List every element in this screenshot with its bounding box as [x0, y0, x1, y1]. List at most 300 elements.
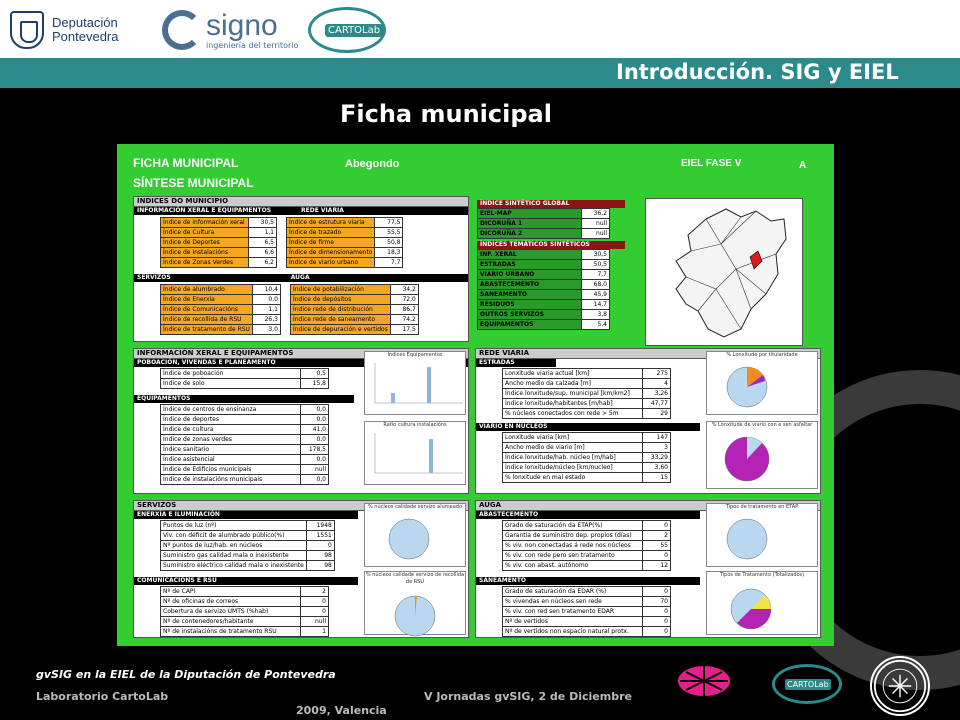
index-value: 86,7: [390, 305, 418, 315]
pie4-title: % núcleos calidade servizo de recollida de RSU: [365, 572, 465, 585]
row-value: 0: [643, 551, 671, 561]
table-row: [503, 409, 671, 419]
row-value: 1551: [306, 531, 334, 541]
row-label: Ancho medio de viario [m]: [503, 443, 643, 453]
table-row: [503, 399, 671, 409]
index-value: 77,5: [375, 218, 403, 228]
row-label: DICORUÑA 1: [478, 219, 582, 229]
row-label: Nº de contenedores/habitante: [161, 617, 301, 627]
table-row: [161, 607, 329, 617]
row-label: Índice lonxitude/núcleo [km/nucleo]: [503, 463, 643, 473]
index-label: Índice de Comunicacións: [161, 305, 253, 315]
table-row: [503, 627, 671, 637]
ring-icon: [308, 7, 386, 53]
table-row: [503, 617, 671, 627]
table-row: [478, 260, 610, 270]
row-value: 15: [643, 473, 671, 483]
spacer: [280, 305, 290, 315]
index-value: 55,5: [375, 228, 403, 238]
index-label: Índice de alumbrado: [161, 285, 253, 295]
row-value: 12: [643, 561, 671, 571]
equipamentos-chart: [364, 351, 466, 415]
spacer: [277, 258, 287, 268]
info-title: INFORMACIÓN XERAL E EQUIPAMENTOS: [134, 349, 468, 359]
row-label: % núcleos conectados con rede > 5m: [503, 409, 643, 419]
cartolab-footer-label: CARTOLab: [787, 680, 829, 689]
row-value: 0,0: [301, 435, 329, 445]
table-row: [161, 369, 329, 379]
index-label: Índice de Cultura: [161, 228, 249, 238]
table-row: [503, 473, 671, 483]
spacer: [277, 228, 287, 238]
footer-event: V Jornadas gvSIG, 2 de Diciembre: [424, 690, 632, 703]
table-row: [478, 320, 610, 330]
table-row: [478, 219, 610, 229]
global-table: [477, 208, 610, 239]
index-label: Índice de trazado: [287, 228, 375, 238]
row-label: Suministro gas calidad mala o inexistente: [161, 551, 307, 561]
index-value: 1,1: [252, 305, 280, 315]
etap-pie: [706, 503, 818, 567]
row-label: Índice de instalacións municipais: [161, 475, 301, 485]
index-label: Índice de depósitos: [290, 295, 390, 305]
row-value: 0: [643, 627, 671, 637]
block1-header: [134, 207, 468, 215]
university-seal-icon: [870, 656, 930, 716]
table-row: [478, 280, 610, 290]
table-row: [478, 250, 610, 260]
pie5-title: Tipos de tratamento en ETAP: [725, 504, 799, 510]
table-row: [478, 209, 610, 219]
auga-title: AUGA: [476, 501, 820, 511]
index-label: Índice de potabilización: [290, 285, 390, 295]
row-value: 45,9: [582, 290, 610, 300]
bar-chart-icon: [365, 429, 465, 483]
row-value: 14,7: [582, 300, 610, 310]
row-value: 0,0: [301, 455, 329, 465]
index-label: Índice de Instalacións: [161, 248, 249, 258]
servizos-title: SERVIZOS: [134, 501, 468, 511]
block2-header: [134, 274, 468, 282]
row-value: 3,60: [643, 463, 671, 473]
row-label: EIEL-MAP: [478, 209, 582, 219]
table-row: [503, 551, 671, 561]
province-map: [645, 198, 803, 346]
footer-lab: Laboratorio CartoLab: [36, 690, 169, 703]
index-value: 7,7: [375, 258, 403, 268]
signo-name: signo: [206, 8, 278, 42]
row-value: 55: [643, 541, 671, 551]
diputacion-line2: Pontevedra: [52, 29, 119, 44]
index-label: Índice rede de saneamento: [290, 315, 390, 325]
row-label: Índice de deportes: [161, 415, 301, 425]
ab-title: ABASTECEMENTO: [476, 511, 700, 519]
row-label: ESTRADAS: [478, 260, 582, 270]
index-value: 50,8: [375, 238, 403, 248]
titularidade-pie: [706, 351, 818, 415]
table-row: [161, 379, 329, 389]
pie-chart-icon: [707, 359, 817, 415]
signo-logo: [162, 6, 298, 54]
indices-panel: [133, 196, 469, 342]
table-row: [161, 551, 335, 561]
row-value: 2: [643, 531, 671, 541]
row-value: 29: [643, 409, 671, 419]
en-table: [160, 520, 335, 571]
row-value: 3,8: [582, 310, 610, 320]
index-value: 34,2: [390, 285, 418, 295]
rsu-pie: [364, 571, 466, 635]
index-value: 74,2: [390, 315, 418, 325]
index-value: 17,5: [390, 325, 418, 335]
row-label: Índice sanitario: [161, 445, 301, 455]
viaria-title: REDE VIARIA: [476, 349, 820, 359]
index-label: Índice de Enerxía: [161, 295, 253, 305]
table-row: [161, 455, 329, 465]
row-value: 1948: [306, 521, 334, 531]
table-row: [503, 587, 671, 597]
table-row: [161, 465, 329, 475]
slide-title: Introducción. SIG y EIEL: [616, 60, 899, 84]
table-row: [161, 597, 329, 607]
ficha-subtitle: SÍNTESE MUNICIPAL: [133, 176, 254, 190]
row-label: Ancho medio da calzada [m]: [503, 379, 643, 389]
index-value: 18,3: [375, 248, 403, 258]
row-value: 0: [301, 607, 329, 617]
row-label: VIARIO URBANO: [478, 270, 582, 280]
header-band: [0, 0, 960, 58]
row-label: Índice lonxitude/hab. núcleo [m/hab]: [503, 453, 643, 463]
table-row: [503, 607, 671, 617]
index-value: 72,0: [390, 295, 418, 305]
row-label: Nº de CAPI: [161, 587, 301, 597]
est-title: ESTRADAS: [476, 359, 556, 367]
pie-chart-icon: [707, 429, 817, 487]
index-value: 0,0: [252, 295, 280, 305]
pob-title: POBOACIÓN, VIVENDAS E PLANEAMENTO: [134, 359, 468, 367]
pie-chart-icon: [707, 579, 817, 635]
index-label: Índice de tratamento de RSU: [161, 325, 253, 335]
shield-icon: [10, 11, 44, 49]
index-label: Índice de estrutura viaria: [287, 218, 375, 228]
pie3-title: % núcleos calidade servizo alumeado: [367, 504, 463, 510]
row-value: 0,0: [301, 475, 329, 485]
footer-place: 2009, Valencia: [296, 704, 387, 717]
table-row: [161, 248, 403, 258]
row-value: 0: [306, 541, 334, 551]
com-table: [160, 586, 329, 637]
row-value: 0: [301, 597, 329, 607]
index-value: 3,0: [252, 325, 280, 335]
row-value: 47,77: [643, 399, 671, 409]
table-row: [161, 425, 329, 435]
row-label: % viv. non conectadas á rede nos núcleos: [503, 541, 643, 551]
viaria-panel: [475, 348, 821, 494]
row-value: null: [582, 219, 610, 229]
table-row: [503, 463, 671, 473]
index-label: Índice de firme: [287, 238, 375, 248]
indices-title: ÍNDICES DO MUNICIPIO: [134, 197, 468, 207]
row-label: % vivendas en núcleos sen rede: [503, 597, 643, 607]
row-label: Nº de instalacións de tratamento RSU: [161, 627, 301, 637]
row-value: 0: [643, 607, 671, 617]
table-row: [503, 389, 671, 399]
chart1-title: Índices Equipamentos: [387, 352, 443, 358]
nuc-table: [502, 432, 671, 483]
table-row: [161, 305, 419, 315]
row-label: Índice de solo: [161, 379, 301, 389]
table-row: [161, 258, 403, 268]
servizos-panel: [133, 500, 469, 638]
table-row: [478, 270, 610, 280]
global-index-panel: [477, 200, 625, 342]
table-row: [503, 443, 671, 453]
diputacion-logo: [10, 6, 119, 54]
block2-table: [160, 284, 419, 335]
pie-chart-icon: [707, 511, 817, 567]
table-row: [161, 475, 329, 485]
row-value: 98: [306, 551, 334, 561]
pob-table: [160, 368, 329, 389]
tematicos-title: ÍNDICES TEMÁTICOS SINTÉTICOS: [477, 241, 625, 249]
index-label: Índice de viario urbano: [287, 258, 375, 268]
row-label: ABASTECEMENTO: [478, 280, 582, 290]
table-row: [161, 445, 329, 455]
table-row: [478, 310, 610, 320]
cartolab-footer-logo: [772, 664, 842, 704]
spacer: [280, 285, 290, 295]
row-label: Índice lonxitude/sup. municipal [km/km2]: [503, 389, 643, 399]
pie6-title: Tipos de Tratamento (Totalizados): [719, 572, 805, 578]
auga-panel: [475, 500, 821, 638]
row-value: 7,7: [582, 270, 610, 280]
footer-title: gvSIG en la EIEL de la Diputación de Pontevedra: [36, 668, 336, 681]
row-label: Grado de saturación da ETAP(%): [503, 521, 643, 531]
index-label: Índice de Deportes: [161, 238, 249, 248]
table-row: [161, 218, 403, 228]
table-row: [161, 228, 403, 238]
row-value: 0,0: [301, 415, 329, 425]
info-panel: [133, 348, 469, 494]
row-value: 4: [643, 379, 671, 389]
row-label: Índice de poboación: [161, 369, 301, 379]
table-row: [503, 433, 671, 443]
san-title: SANEAMENTO: [476, 577, 700, 585]
table-row: [503, 597, 671, 607]
spacer: [280, 325, 290, 335]
table-row: [478, 290, 610, 300]
row-label: Suministro eléctrico calidad mala o inexistente: [161, 561, 307, 571]
page-heading: Ficha municipal: [340, 100, 552, 128]
row-label: Puntos de luz (nº): [161, 521, 307, 531]
spacer: [280, 295, 290, 305]
row-label: % viv. con abast. autónomo: [503, 561, 643, 571]
table-row: [161, 435, 329, 445]
signo-sub: ingeniería del territorio: [206, 40, 299, 50]
spacer: [277, 238, 287, 248]
table-row: [161, 627, 329, 637]
ab-table: [502, 520, 671, 571]
table-row: [478, 300, 610, 310]
san-table: [502, 586, 671, 637]
table-row: [161, 587, 329, 597]
cultura-chart: [364, 421, 466, 485]
row-value: null: [301, 617, 329, 627]
table-row: [503, 453, 671, 463]
eq-table: [160, 404, 329, 485]
row-label: Grado de saturación da EDAR (%): [503, 587, 643, 597]
pie-chart-icon: [365, 586, 465, 642]
municipio-name: Abegondo: [345, 158, 400, 170]
row-label: Garantía de suministro dep. propios (días): [503, 531, 643, 541]
index-value: 6,2: [249, 258, 277, 268]
table-row: [161, 405, 329, 415]
index-label: Índice de depuración e vertidos: [290, 325, 390, 335]
row-label: Lonxitude viaria actual [km]: [503, 369, 643, 379]
table-row: [503, 531, 671, 541]
tematicos-table: [477, 249, 610, 330]
index-value: 30,5: [249, 218, 277, 228]
row-value: 70: [643, 597, 671, 607]
row-label: Cobertura de servizo UMTS (%hab): [161, 607, 301, 617]
index-label: Índice de dimensionamento: [287, 248, 375, 258]
row-value: null: [301, 465, 329, 475]
spacer: [277, 218, 287, 228]
table-row: [161, 561, 335, 571]
row-value: 0,0: [301, 405, 329, 415]
row-value: 0: [643, 587, 671, 597]
row-value: 5,4: [582, 320, 610, 330]
com-title: COMUNICACIÓNS E RSU: [134, 577, 358, 585]
row-label: % lonxitude en mal estado: [503, 473, 643, 483]
block1-right-title: REDE VIARIA: [301, 207, 344, 214]
row-value: 275: [643, 369, 671, 379]
est-table: [502, 368, 671, 419]
row-value: 15,8: [301, 379, 329, 389]
index-label: Índice de recollida de RSU: [161, 315, 253, 325]
row-value: 178,5: [301, 445, 329, 455]
diputacion-line1: Deputación: [52, 15, 118, 30]
swirl-icon: [162, 10, 202, 50]
row-label: Lonxitude viaria [km]: [503, 433, 643, 443]
table-row: [161, 285, 419, 295]
index-label: Índice rede de distribución: [290, 305, 390, 315]
row-value: 0,5: [301, 369, 329, 379]
row-value: 2: [301, 587, 329, 597]
table-row: [503, 379, 671, 389]
grade-label: A: [799, 160, 807, 171]
row-label: Nº de vertidos: [503, 617, 643, 627]
spacer: [280, 315, 290, 325]
row-value: 3,26: [643, 389, 671, 399]
table-row: [161, 531, 335, 541]
row-value: 30,5: [582, 250, 610, 260]
index-value: 6,6: [249, 248, 277, 258]
en-title: ENERXÍA E ILUMINACIÓN: [134, 511, 358, 519]
alumeado-pie: [364, 503, 466, 567]
row-value: 41,0: [301, 425, 329, 435]
row-label: % viv. con rede pero sen tratamento: [503, 551, 643, 561]
index-value: 10,4: [252, 285, 280, 295]
eq-title: EQUIPAMENTOS: [134, 395, 354, 403]
table-row: [503, 521, 671, 531]
row-label: Índice de zonas verdes: [161, 435, 301, 445]
index-value: 1,1: [249, 228, 277, 238]
row-value: 36,2: [582, 209, 610, 219]
global-title: ÍNDICE SINTÉTICO GLOBAL: [477, 200, 625, 208]
table-row: [161, 521, 335, 531]
row-label: Índice de Edificios municipais: [161, 465, 301, 475]
pie-chart-icon: [365, 511, 465, 567]
row-value: null: [582, 229, 610, 239]
map-icon: [646, 199, 802, 345]
spacer: [277, 248, 287, 258]
table-row: [161, 541, 335, 551]
row-label: Índice de cultura: [161, 425, 301, 435]
ficha-sheet: [117, 144, 834, 646]
table-row: [161, 617, 329, 627]
row-label: DICORUÑA 2: [478, 229, 582, 239]
table-row: [161, 325, 419, 335]
table-row: [161, 295, 419, 305]
row-label: SANEAMENTO: [478, 290, 582, 300]
cartolab-label: CARTOLab: [325, 24, 383, 37]
row-value: 3: [643, 443, 671, 453]
table-row: [161, 238, 403, 248]
row-label: Índice lonxitude/habitantes [m/hab]: [503, 399, 643, 409]
galicia-cross-icon: [676, 664, 732, 698]
asfaltado-pie: [706, 421, 818, 489]
row-label: Nº de vertidos non espacio natural protx.: [503, 627, 643, 637]
table-row: [503, 369, 671, 379]
cartolab-logo: [308, 6, 386, 54]
index-label: Índice de información xeral: [161, 218, 249, 228]
bar-chart-icon: [365, 359, 465, 413]
row-label: Nº de oficinas de correos: [161, 597, 301, 607]
row-label: Nº puntos de luz/hab. en núcleos: [161, 541, 307, 551]
table-row: [503, 541, 671, 551]
block1-table: [160, 217, 403, 268]
pie1-title: % Lonxitude por titularidade: [726, 352, 798, 358]
table-row: [478, 229, 610, 239]
row-label: % viv. con red sen tratamento EDAR: [503, 607, 643, 617]
table-row: [503, 561, 671, 571]
row-value: 98: [306, 561, 334, 571]
row-label: OUTROS SERVIZOS: [478, 310, 582, 320]
row-label: Viv. con déficit de alumbrado público(%): [161, 531, 307, 541]
table-row: [161, 415, 329, 425]
row-value: 0: [643, 521, 671, 531]
row-value: 1: [301, 627, 329, 637]
chart2-title: Ratio cultura instalacións: [383, 422, 447, 428]
block2-left-title: SERVIZOS: [137, 274, 171, 281]
row-label: INF. XERAL: [478, 250, 582, 260]
row-label: Índice de centros de ensinanza: [161, 405, 301, 415]
index-value: 6,5: [249, 238, 277, 248]
row-label: RESIDUOS: [478, 300, 582, 310]
fase-label: EIEL FASE V: [681, 158, 742, 169]
block1-left-title: INFORMACIÓN XERAL E EQUIPAMENTOS: [137, 207, 272, 214]
pie2-title: % Lonxitude de viario con e sen asfaltar: [711, 422, 813, 428]
nuc-title: VIARIO EN NÚCLEOS: [476, 423, 700, 431]
tratamento-pie: [706, 571, 818, 635]
row-value: 33,29: [643, 453, 671, 463]
row-value: 50,5: [582, 260, 610, 270]
row-label: Índice asistencial: [161, 455, 301, 465]
ficha-title: FICHA MUNICIPAL: [133, 156, 239, 170]
table-row: [161, 315, 419, 325]
row-label: EQUIPAMENTOS: [478, 320, 582, 330]
